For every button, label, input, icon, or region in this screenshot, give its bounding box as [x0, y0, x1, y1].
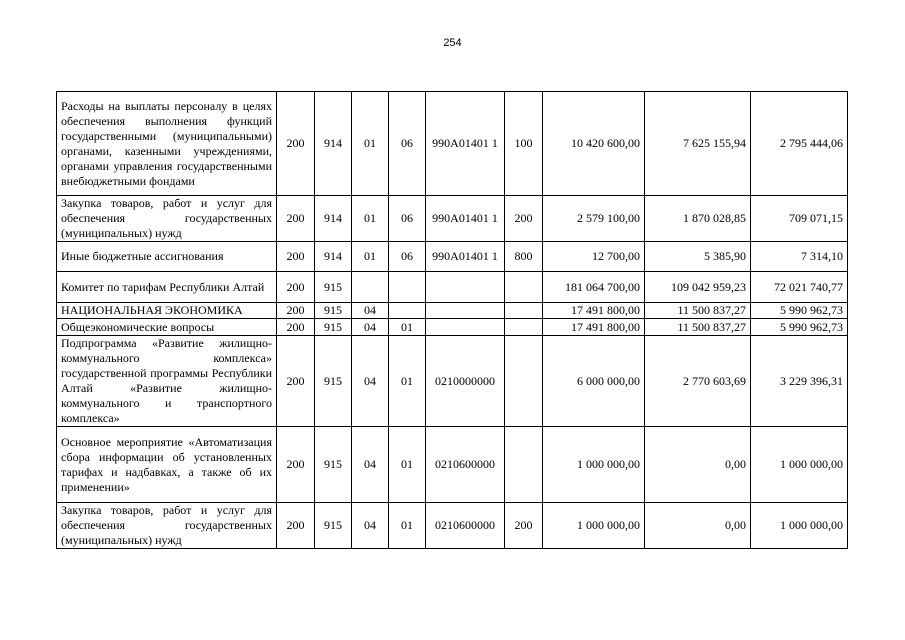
row-executed: 7 625 155,94	[645, 92, 751, 196]
row-target-article: 0210600000	[426, 427, 505, 503]
row-expense-type: 200	[505, 503, 543, 549]
row-section: 04	[352, 336, 389, 427]
row-expense-type	[505, 319, 543, 336]
row-name: Комитет по тарифам Республики Алтай	[57, 272, 277, 303]
row-expense-type	[505, 303, 543, 319]
row-name: Основное мероприятие «Автоматизация сбора информации об установленных тарифах и надбавках, а также об их применении»	[57, 427, 277, 503]
row-subsection: 01	[389, 336, 426, 427]
row-executed: 11 500 837,27	[645, 319, 751, 336]
row-target-article: 0210600000	[426, 503, 505, 549]
row-remainder: 2 795 444,06	[751, 92, 848, 196]
row-subsection: 06	[389, 92, 426, 196]
row-approved: 17 491 800,00	[543, 303, 645, 319]
row-name: Общеэкономические вопросы	[57, 319, 277, 336]
row-subsection: 06	[389, 242, 426, 272]
row-target-article: 0210000000	[426, 336, 505, 427]
budget-table	[56, 91, 848, 549]
row-name: Иные бюджетные ассигнования	[57, 242, 277, 272]
row-approved: 12 700,00	[543, 242, 645, 272]
row-ministry: 914	[315, 92, 352, 196]
row-admin: 200	[277, 242, 315, 272]
row-remainder: 72 021 740,77	[751, 272, 848, 303]
row-target-article: 990A01401 1	[426, 196, 505, 242]
row-section: 04	[352, 503, 389, 549]
row-approved: 1 000 000,00	[543, 427, 645, 503]
table-row	[57, 92, 848, 196]
row-expense-type: 800	[505, 242, 543, 272]
row-target-article	[426, 319, 505, 336]
row-target-article	[426, 303, 505, 319]
row-name: Подпрограмма «Развитие жилищно-коммунального комплекса» государственной программы Республики Алтай «Развитие жилищно-коммунального и транспортного комплекса»	[57, 336, 277, 427]
row-subsection: 01	[389, 319, 426, 336]
row-approved: 10 420 600,00	[543, 92, 645, 196]
row-ministry: 915	[315, 272, 352, 303]
row-name: НАЦИОНАЛЬНАЯ ЭКОНОМИКА	[57, 303, 277, 319]
row-target-article: 990A01401 1	[426, 242, 505, 272]
row-expense-type	[505, 427, 543, 503]
table-row	[57, 242, 848, 272]
row-section	[352, 272, 389, 303]
table-row	[57, 319, 848, 336]
row-expense-type: 200	[505, 196, 543, 242]
row-target-article	[426, 272, 505, 303]
row-remainder: 5 990 962,73	[751, 319, 848, 336]
row-name: Закупка товаров, работ и услуг для обеспечения государственных (муниципальных) нужд	[57, 503, 277, 549]
page-number: 254	[443, 37, 462, 49]
row-approved: 17 491 800,00	[543, 319, 645, 336]
row-approved: 6 000 000,00	[543, 336, 645, 427]
row-section: 04	[352, 319, 389, 336]
row-admin: 200	[277, 272, 315, 303]
row-remainder: 1 000 000,00	[751, 503, 848, 549]
row-ministry: 914	[315, 242, 352, 272]
row-admin: 200	[277, 303, 315, 319]
row-ministry: 915	[315, 427, 352, 503]
row-admin: 200	[277, 92, 315, 196]
row-remainder: 3 229 396,31	[751, 336, 848, 427]
row-executed: 2 770 603,69	[645, 336, 751, 427]
row-executed: 109 042 959,23	[645, 272, 751, 303]
row-executed: 11 500 837,27	[645, 303, 751, 319]
row-subsection	[389, 272, 426, 303]
row-name: Закупка товаров, работ и услуг для обеспечения государственных (муниципальных) нужд	[57, 196, 277, 242]
table-row	[57, 503, 848, 549]
table-row	[57, 272, 848, 303]
row-admin: 200	[277, 336, 315, 427]
row-section: 01	[352, 196, 389, 242]
row-remainder: 7 314,10	[751, 242, 848, 272]
row-name: Расходы на выплаты персоналу в целях обеспечения выполнения функций государственными (муниципальными) органами, казенными учреждениями, органами управления государственными внебюджетными фондами	[57, 92, 277, 196]
row-ministry: 915	[315, 303, 352, 319]
row-remainder: 5 990 962,73	[751, 303, 848, 319]
row-expense-type	[505, 336, 543, 427]
row-expense-type	[505, 272, 543, 303]
row-subsection: 06	[389, 196, 426, 242]
table-row	[57, 303, 848, 319]
row-section: 01	[352, 242, 389, 272]
row-executed: 0,00	[645, 503, 751, 549]
row-ministry: 915	[315, 503, 352, 549]
row-remainder: 1 000 000,00	[751, 427, 848, 503]
table-row	[57, 336, 848, 427]
row-admin: 200	[277, 427, 315, 503]
row-target-article: 990A01401 1	[426, 92, 505, 196]
row-remainder: 709 071,15	[751, 196, 848, 242]
row-subsection: 01	[389, 503, 426, 549]
row-admin: 200	[277, 319, 315, 336]
table-row	[57, 196, 848, 242]
row-section: 04	[352, 427, 389, 503]
row-admin: 200	[277, 503, 315, 549]
row-subsection: 01	[389, 427, 426, 503]
row-subsection	[389, 303, 426, 319]
row-expense-type: 100	[505, 92, 543, 196]
row-executed: 5 385,90	[645, 242, 751, 272]
row-ministry: 914	[315, 196, 352, 242]
row-approved: 181 064 700,00	[543, 272, 645, 303]
row-executed: 0,00	[645, 427, 751, 503]
row-section: 04	[352, 303, 389, 319]
row-section: 01	[352, 92, 389, 196]
row-ministry: 915	[315, 319, 352, 336]
row-ministry: 915	[315, 336, 352, 427]
row-executed: 1 870 028,85	[645, 196, 751, 242]
table-row	[57, 427, 848, 503]
row-admin: 200	[277, 196, 315, 242]
row-approved: 2 579 100,00	[543, 196, 645, 242]
row-approved: 1 000 000,00	[543, 503, 645, 549]
